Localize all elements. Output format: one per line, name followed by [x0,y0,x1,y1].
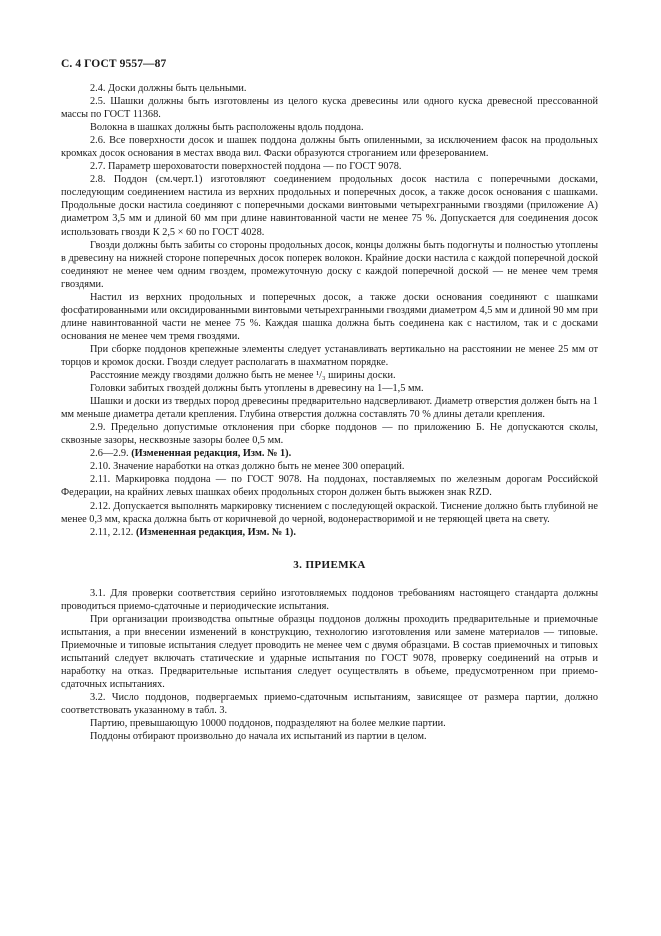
paragraph-nails: Гвозди должны быть забиты со стороны продольных досок, концы должны быть подогнуты и полностью утоплены в древесину на нижней стороне поперечных досок поперек волокон. Крайние доски настила с каждой поперечной доской соединяют не менее чем одним гвоздем, промежуточную доску с каждой поперечной доской — не менее чем тремя гвоздями. [61,239,598,290]
paragraph-2-8: 2.8. Поддон (см.черт.1) изготовляют соединением продольных досок настила с поперечными досками, последующим соединением настила из верхних продольных и поперечных досок, а также досок основания с шашками. Продольные доски настила соединяют с поперечными досками винтовыми четырехгранными гвоздями (приложение А) диаметром 3,5 мм и длиной 60 мм при длине навинтованной части не менее 75 %. Допускается для соединения досок использовать гвозди К 2,5 × 60 по ГОСТ 4028. [61,174,598,238]
paragraph-2-5: 2.5. Шашки должны быть изготовлены из целого куска древесины или одного куска древесной прессованной массы по ГОСТ 11368. [61,96,598,121]
paragraph-selection: Поддоны отбирают произвольно до начала их испытаний из партии в целом. [90,731,427,743]
amendment-label: (Измененная редакция, Изм. № 1). [135,526,296,538]
paragraph-2-9: 2.9. Предельно допустимые отклонения при сборке поддонов — по приложению Б. Не допускаются сколы, сквозные зазоры, несквозные зазоры более 0,5 мм. [61,422,598,447]
paragraph-3-1: 3.1. Для проверки соответствия серийно изготовляемых поддонов требованиям настоящего стандарта должны проводиться приемо-сдаточные и периодические испытания. [61,587,598,612]
document-body [61,82,598,743]
paragraph-deck: Настил из верхних продольных и поперечных досок, а также доски основания соединяют с шашками фосфатированными или оксидированными винтовыми четырехгранными гвоздями диаметром 4,5 мм и длиной 90 мм при длине навинтованной части не менее 75 %. Каждая шашка должна быть соединена как с настилом, так и с досками основания не менее чем тремя гвоздями. [61,291,598,342]
amendment-ref: 2.6—2.9. [90,448,129,460]
paragraph-2-12: 2.12. Допускается выполнять маркировку тиснением с последующей окраской. Тиснение должно быть глубиной не менее 0,3 мм, краска должна быть от коричневой до черной, водонерастворимой и не теряющей цвета на свету. [61,500,598,525]
amendment-note-2-6-2-9 [61,447,598,460]
paragraph-2-11: 2.11. Маркировка поддона — по ГОСТ 9078. На поддонах, поставляемых по железным дорогам Российской Федерации, на крайних левых шашках обеих продольных сторон должен быть выжжен знак RZD. [61,474,598,499]
amendment-ref: 2.11, 2.12. [90,526,134,538]
paragraph-2-10: 2.10. Значение наработки на отказ должно быть не менее 300 операций. [90,461,405,473]
amendment-label: (Измененная редакция, Изм. № 1). [131,448,292,460]
page-header: С. 4 ГОСТ 9557—87 [61,58,167,70]
amendment-note-2-11-2-12 [61,526,598,539]
paragraph-prototype-tests: При организации производства опытные образцы поддонов должны проходить предварительные и приемочные испытания, а при внесении изменений в конструкцию, технологию изготовления или замене материалов — типовые. Приемочные и типовые испытания следует проводить не менее чем с двумя образцами. В состав приемочных и типовых испытаний следует включать статические и ударные испытания по ГОСТ 9078, проверку соединений на отрыв и наработку на отказ. Предварительные испытания следует осуществлять в объеме, предусмотренном при приемо-сдаточных испытаниях. [61,613,598,691]
section-title: 3. ПРИЕМКА [293,558,366,571]
paragraph-hardwood: Шашки и доски из твердых пород древесины предварительно надсверливают. Диаметр отверстия должен быть на 1 мм меньше диаметра детали крепления. Глубина отверстия должна составлять 70 % длины детали крепления. [61,396,598,421]
paragraph-distance: Расстояние между гвоздями должно быть не менее ¹/₃ ширины доски. [90,370,396,382]
paragraph-assembly: При сборке поддонов крепежные элементы следует устанавливать вертикально на расстоянии не менее 25 мм от торцов и кромок доски. Гвозди следует располагать в шахматном порядке. [61,343,598,368]
paragraph-lot-split: Партию, превышающую 10000 поддонов, подразделяют на более мелкие партии. [90,718,446,730]
paragraph-2-7: 2.7. Параметр шероховатости поверхностей поддона — по ГОСТ 9078. [90,161,402,173]
paragraph-3-2: 3.2. Число поддонов, подвергаемых приемо-сдаточным испытаниям, зависящее от размера партии, должно соответствовать указанному в табл. 3. [61,692,598,717]
paragraph-2-4: 2.4. Доски должны быть цельными. [90,83,247,94]
paragraph-2-6: 2.6. Все поверхности досок и шашек поддона должны быть опиленными, за исключением фасок на продольных кромках досок основания в местах ввода вил. Фаски образуются строганием или фрезерованием. [61,135,598,160]
paragraph-fibers: Волокна в шашках должны быть расположены вдоль поддона. [90,122,364,134]
paragraph-heads: Головки забитых гвоздей должны быть утоплены в древесину на 1—1,5 мм. [90,383,424,395]
